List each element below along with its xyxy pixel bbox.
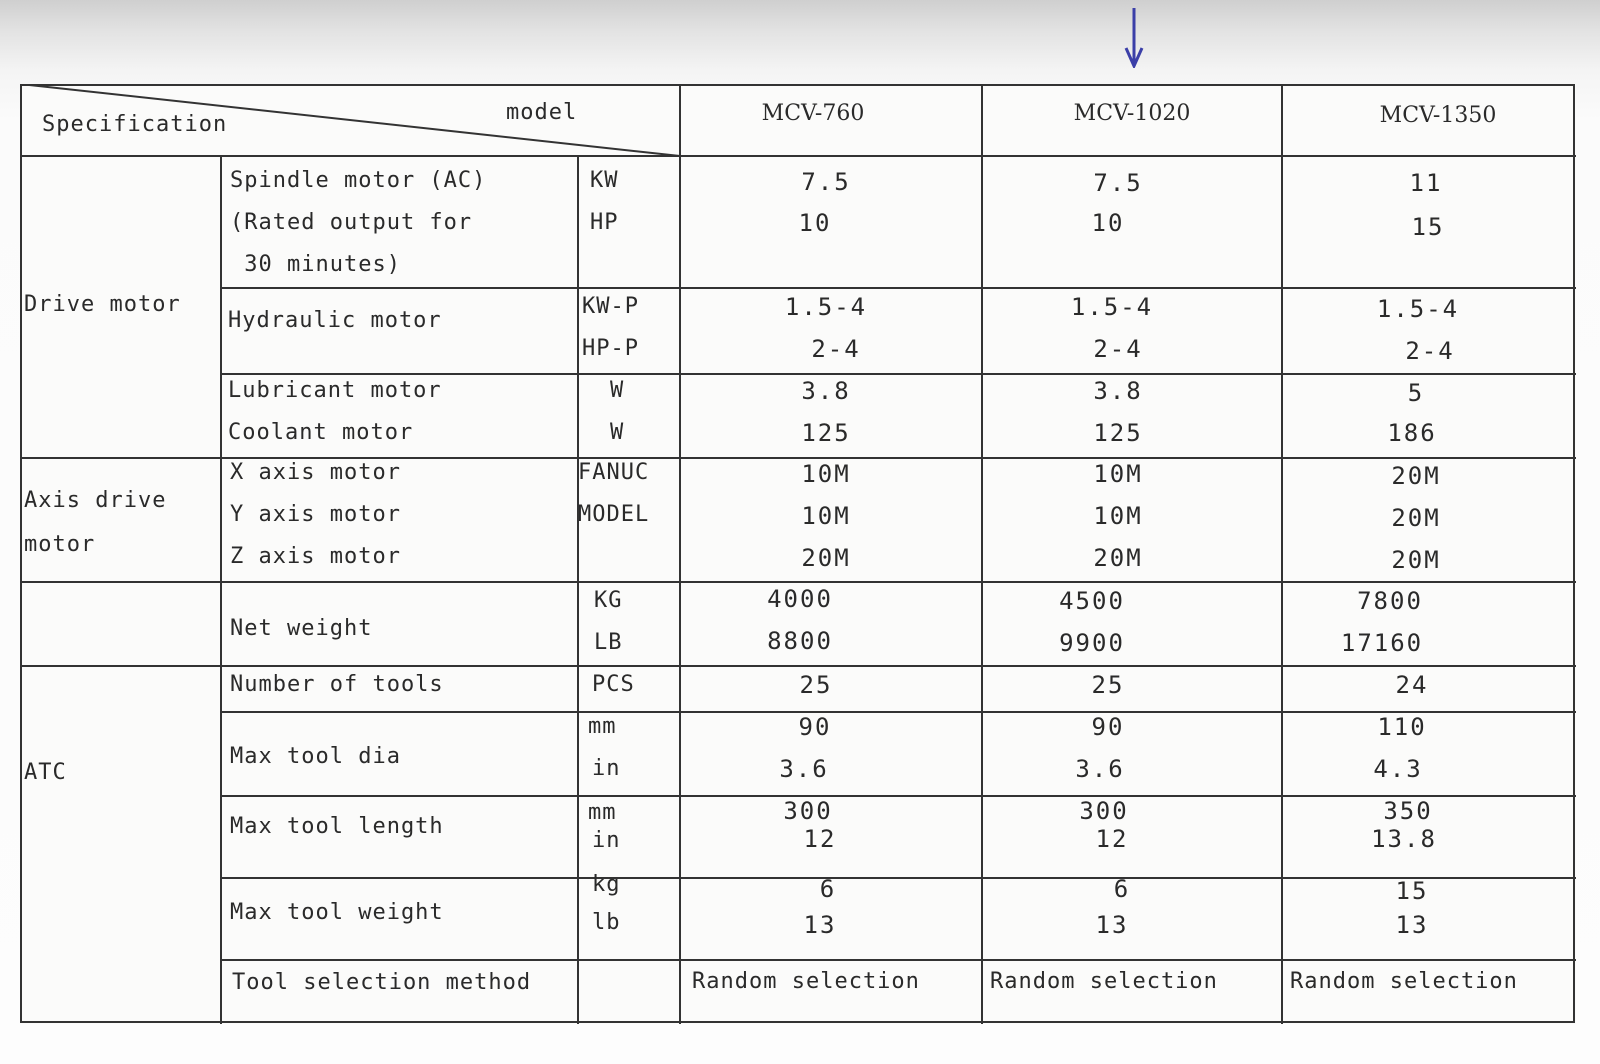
max-dia-mm-mcv760: 90 <box>798 713 832 741</box>
net-weight-lb-mcv1020: 9900 <box>1059 629 1125 657</box>
coolant-mcv1350: 186 <box>1387 419 1437 447</box>
hydraulic-kwp-mcv760: 1.5-4 <box>784 293 868 321</box>
arrow-down-icon <box>1124 6 1144 68</box>
max-length-unit-mm: mm <box>588 800 617 825</box>
max-dia-in-mcv760: 3.6 <box>779 755 829 783</box>
tool-selection-label: Tool selection method <box>232 970 532 995</box>
y-axis-mcv1350: 20M <box>1391 504 1441 532</box>
hydraulic-kwp-mcv1020: 1.5-4 <box>1070 293 1154 321</box>
z-axis-mcv760: 20M <box>801 544 851 572</box>
spindle-hp-mcv1020: 10 <box>1091 209 1125 237</box>
lubricant-mcv1020: 3.8 <box>1093 377 1143 405</box>
model-header-mcv-760: MCV-760 <box>761 101 865 126</box>
x-axis-mcv1020: 10M <box>1093 460 1143 488</box>
spindle-hp-mcv1350: 15 <box>1411 213 1445 241</box>
max-dia-mm-mcv1350: 110 <box>1377 713 1427 741</box>
max-length-mm-mcv1350: 350 <box>1383 797 1433 825</box>
max-dia-mm-mcv1020: 90 <box>1091 713 1125 741</box>
max-length-in-mcv1350: 13.8 <box>1371 825 1437 853</box>
max-dia-in-mcv1020: 3.6 <box>1075 755 1125 783</box>
net-weight-unit-kg: KG <box>594 588 623 613</box>
net-weight-lb-mcv1350: 17160 <box>1340 629 1424 657</box>
max-weight-unit-kg: kg <box>592 872 621 897</box>
net-weight-lb-mcv760: 8800 <box>767 627 833 655</box>
max-weight-label: Max tool weight <box>230 900 444 925</box>
lubricant-mcv760: 3.8 <box>801 377 851 405</box>
max-weight-lb-mcv1020: 13 <box>1095 911 1129 939</box>
lubricant-unit: W <box>610 378 625 403</box>
hydraulic-kwp-mcv1350: 1.5-4 <box>1376 295 1460 323</box>
num-tools-mcv1350: 24 <box>1395 671 1429 699</box>
coolant-unit: W <box>610 420 625 445</box>
hydraulic-hpp-mcv1020: 2-4 <box>1093 335 1143 363</box>
net-weight-kg-mcv760: 4000 <box>767 585 833 613</box>
max-weight-kg-mcv1020: 6 <box>1113 875 1131 903</box>
max-length-mm-mcv1020: 300 <box>1079 797 1129 825</box>
max-length-in-mcv760: 12 <box>803 825 837 853</box>
max-length-mm-mcv760: 300 <box>783 797 833 825</box>
spindle-hp-mcv760: 10 <box>798 209 832 237</box>
x-axis-label: X axis motor <box>230 460 401 485</box>
max-length-unit-in: in <box>592 828 621 853</box>
y-axis-mcv1020: 10M <box>1093 502 1143 530</box>
max-length-label: Max tool length <box>230 814 444 839</box>
x-axis-mcv760: 10M <box>801 460 851 488</box>
spec-table <box>20 84 1576 1024</box>
group-drive-motor: Drive motor <box>24 292 181 317</box>
num-tools-label: Number of tools <box>230 672 444 697</box>
max-length-in-mcv1020: 12 <box>1095 825 1129 853</box>
group-atc: ATC <box>24 760 67 785</box>
coolant-mcv1020: 125 <box>1093 419 1143 447</box>
model-label: model <box>506 100 578 125</box>
spindle-unit-hp: HP <box>590 210 619 235</box>
tool-selection-mcv760: Random selection <box>692 969 920 994</box>
max-dia-label: Max tool dia <box>230 744 401 769</box>
max-weight-kg-mcv1350: 15 <box>1395 877 1429 905</box>
spindle-kw-mcv760: 7.5 <box>801 168 851 196</box>
z-axis-label: Z axis motor <box>230 544 401 569</box>
hydraulic-hpp-mcv1350: 2-4 <box>1405 337 1455 365</box>
hydraulic-unit-kwp: KW-P <box>582 294 639 319</box>
axis-unit-fanuc: FANUC <box>578 460 650 485</box>
lubricant-mcv1350: 5 <box>1407 379 1425 407</box>
axis-unit-model: MODEL <box>578 502 650 527</box>
z-axis-mcv1350: 20M <box>1391 546 1441 574</box>
model-header-mcv-1020: MCV-1020 <box>1073 101 1191 126</box>
max-weight-lb-mcv760: 13 <box>803 911 837 939</box>
coolant-label: Coolant motor <box>228 420 414 445</box>
hydraulic-label: Hydraulic motor <box>228 308 442 333</box>
coolant-mcv760: 125 <box>801 419 851 447</box>
group-axis-drive-line2: motor <box>24 532 96 557</box>
hydraulic-unit-hpp: HP-P <box>582 336 639 361</box>
net-weight-label: Net weight <box>230 616 373 641</box>
spindle-label-line3: 30 minutes) <box>230 252 401 277</box>
lubricant-label: Lubricant motor <box>228 378 442 403</box>
model-header-mcv-1350: MCV-1350 <box>1379 103 1497 128</box>
tool-selection-mcv1020: Random selection <box>990 969 1218 994</box>
hydraulic-hpp-mcv760: 2-4 <box>811 335 861 363</box>
spindle-kw-mcv1350: 11 <box>1409 169 1443 197</box>
spindle-unit-kw: KW <box>590 168 619 193</box>
net-weight-kg-mcv1350: 7800 <box>1357 587 1423 615</box>
y-axis-label: Y axis motor <box>230 502 401 527</box>
spindle-kw-mcv1020: 7.5 <box>1093 169 1143 197</box>
net-weight-unit-lb: LB <box>594 630 623 655</box>
y-axis-mcv760: 10M <box>801 502 851 530</box>
z-axis-mcv1020: 20M <box>1093 544 1143 572</box>
max-weight-kg-mcv760: 6 <box>819 875 837 903</box>
group-axis-drive-line1: Axis drive <box>24 488 167 513</box>
num-tools-unit: PCS <box>592 672 635 697</box>
net-weight-kg-mcv1020: 4500 <box>1059 587 1125 615</box>
max-dia-unit-mm: mm <box>588 714 617 739</box>
spindle-label-line2: (Rated output for <box>230 210 473 235</box>
spindle-label-line1: Spindle motor (AC) <box>230 168 487 193</box>
tool-selection-mcv1350: Random selection <box>1290 969 1518 994</box>
specification-label: Specification <box>42 112 228 137</box>
num-tools-mcv1020: 25 <box>1091 671 1125 699</box>
max-weight-lb-mcv1350: 13 <box>1395 911 1429 939</box>
max-dia-in-mcv1350: 4.3 <box>1373 755 1423 783</box>
num-tools-mcv760: 25 <box>799 671 833 699</box>
max-weight-unit-lb: lb <box>592 910 621 935</box>
max-dia-unit-in: in <box>592 756 621 781</box>
x-axis-mcv1350: 20M <box>1391 462 1441 490</box>
